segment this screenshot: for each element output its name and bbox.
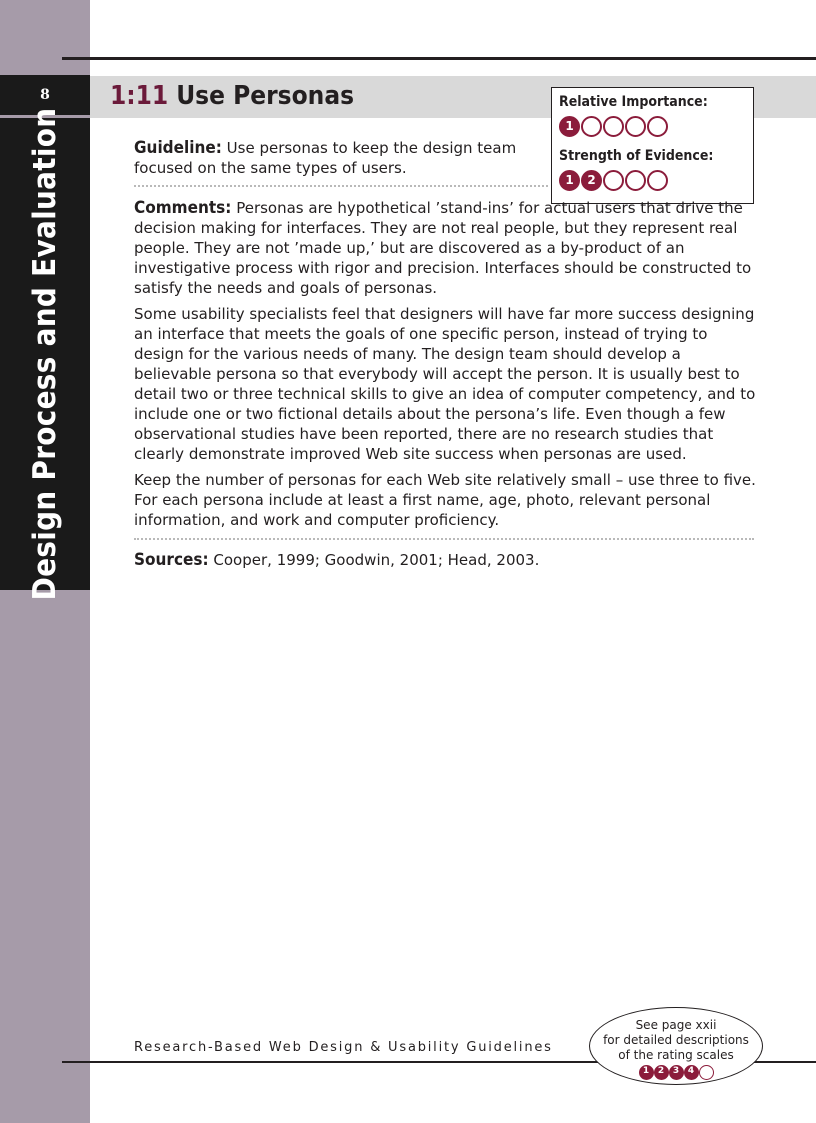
guideline-divider xyxy=(134,185,548,187)
badge-dot-4: 4 xyxy=(684,1065,699,1080)
rating-scale-note xyxy=(589,1007,763,1085)
page-number: 8 xyxy=(40,87,50,103)
book-title: Research-Based Web Design & Usability Guidelines xyxy=(134,1040,553,1055)
strength-of-evidence-scale xyxy=(559,168,746,192)
badge-scale xyxy=(590,1065,762,1080)
badge-dot-5 xyxy=(699,1065,714,1080)
relative-importance-label: Relative Importance: xyxy=(559,94,708,110)
badge-dot-3: 3 xyxy=(669,1065,684,1080)
sources-divider xyxy=(134,538,754,540)
badge-line-3: of the rating scales xyxy=(618,1048,734,1062)
comments-block xyxy=(134,198,756,536)
page-title xyxy=(110,78,354,114)
strength-of-evidence-dot-2: 2 xyxy=(581,170,602,191)
guideline-block xyxy=(134,138,529,178)
badge-dot-2: 2 xyxy=(654,1065,669,1080)
section-title: Design Process and Evaluation xyxy=(27,107,63,601)
relative-importance-dot-2 xyxy=(581,116,602,137)
comments-text-3: Keep the number of personas for each Web site relatively small – use three to five. For each persona include at least a first name, age, photo, relevant personal information, and work and computer proficiency. xyxy=(134,471,756,529)
sources-block xyxy=(134,550,756,570)
comments-text-1: Personas are hypothetical ’stand-ins’ for actual users that drive the decision making for interfaces. They are not real people, but they represent real people. They are not ’made up,’ but are discovered as a by-product of an investigative process with rigor and precision. Interfaces should be constructed to satisfy the needs and goals of personas. xyxy=(134,199,752,297)
relative-importance-dot-1: 1 xyxy=(559,116,580,137)
relative-importance-dot-5 xyxy=(647,116,668,137)
comments-text-2: Some usability specialists feel that designers will have far more success designing an interface that meets the goals of one specific person, instead of trying to design for the various needs of many. The design team should develop a believable persona so that everybody will accept the person. It is usually best to detail two or three technical skills to give an idea of computer competency, and to include one or two fictional details about the persona’s life. Even though a few observational studies have been reported, there are no research studies that clearly demonstrate improved Web site success when personas are used. xyxy=(134,305,756,463)
sources-label: Sources: xyxy=(134,550,209,570)
badge-line-2: for detailed descriptions xyxy=(603,1033,749,1047)
badge-dot-1: 1 xyxy=(639,1065,654,1080)
relative-importance-dot-4 xyxy=(625,116,646,137)
strength-of-evidence-dot-1: 1 xyxy=(559,170,580,191)
sources-text: Cooper, 1999; Goodwin, 2001; Head, 2003. xyxy=(213,551,540,569)
guideline-label: Guideline: xyxy=(134,138,222,158)
relative-importance-dot-3 xyxy=(603,116,624,137)
relative-importance-scale xyxy=(559,114,746,138)
strength-of-evidence-label: Strength of Evidence: xyxy=(559,148,714,164)
comments-paragraph xyxy=(134,198,756,298)
strength-of-evidence-dot-5 xyxy=(647,170,668,191)
top-divider xyxy=(62,57,816,60)
guideline-title: Use Personas xyxy=(176,81,355,111)
strength-of-evidence-dot-3 xyxy=(603,170,624,191)
badge-line-1: See page xxii xyxy=(635,1018,717,1032)
guideline-text: Use personas to keep the design team focused on the same types of users. xyxy=(134,139,517,177)
guideline-number: 1:11 xyxy=(110,81,169,111)
strength-of-evidence-dot-4 xyxy=(625,170,646,191)
rating-box xyxy=(551,87,754,204)
comments-label: Comments: xyxy=(134,198,232,218)
